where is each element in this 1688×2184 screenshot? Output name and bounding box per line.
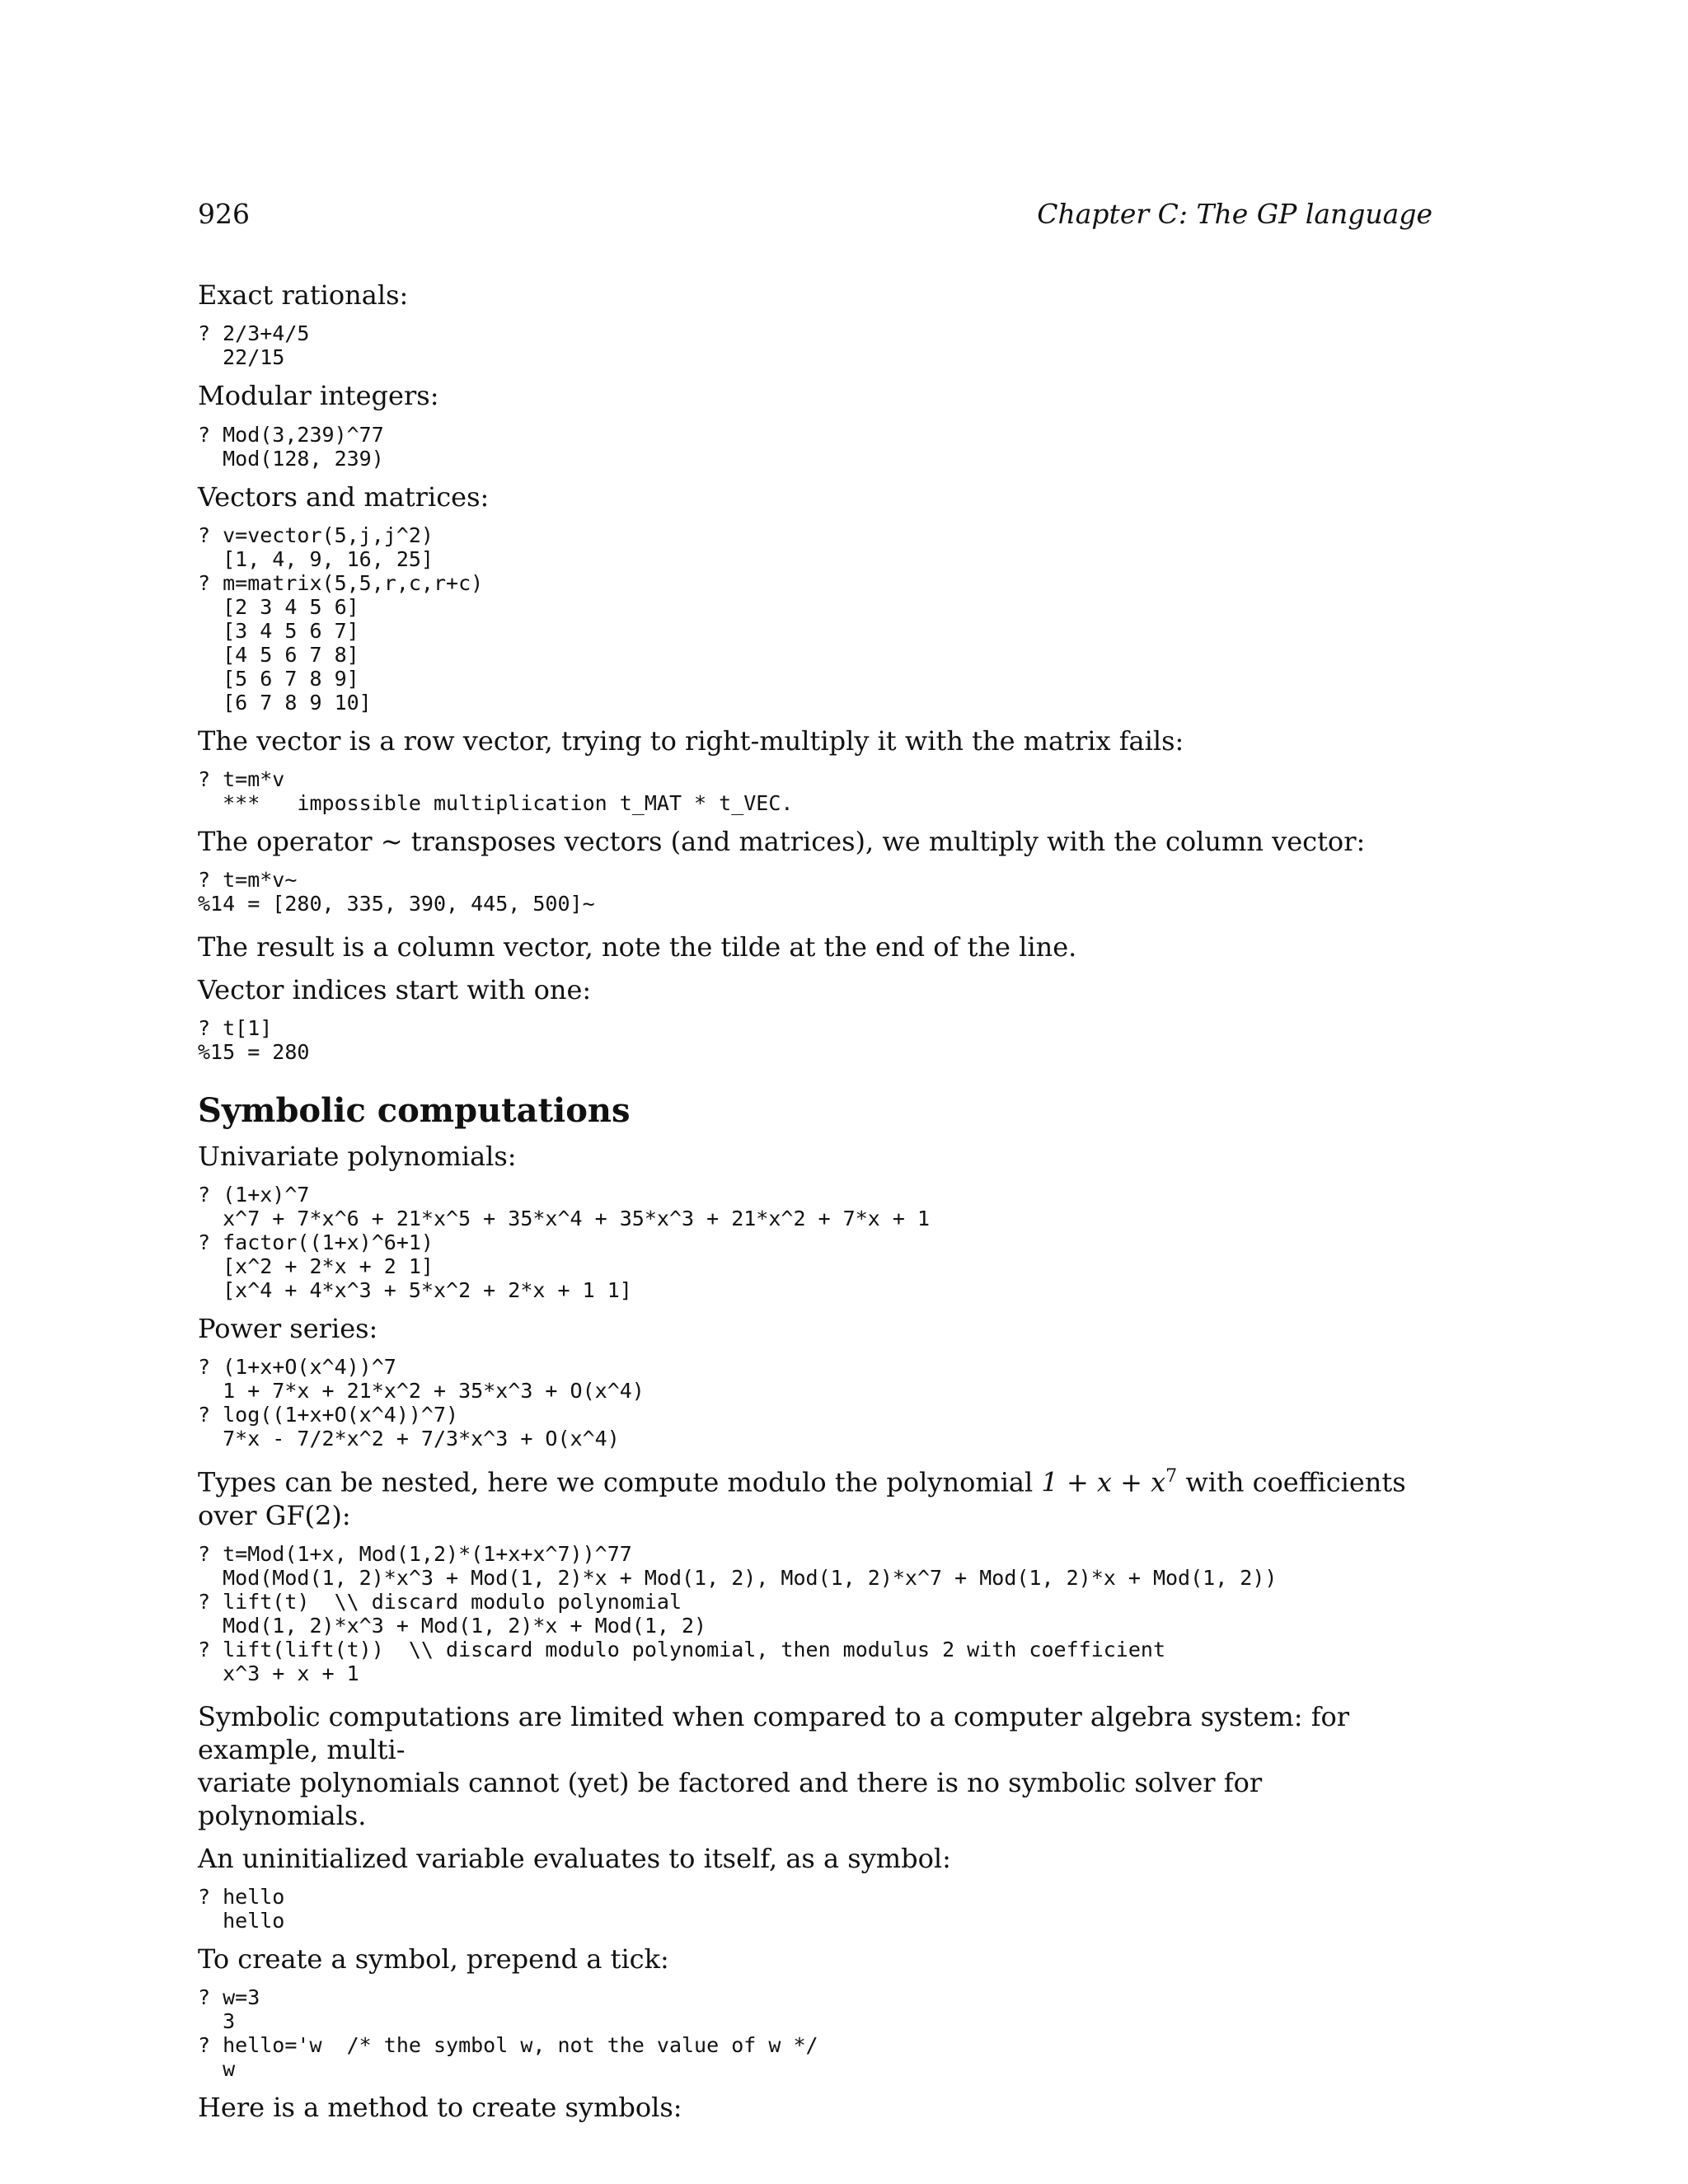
code-block: ? v=vector(5,j,j^2) [1, 4, 9, 16, 25] ? m=matrix(5,5,r,c,r+c) [2 3 4 5 6] [3 4 5 6 7] [4 5 6 7 8] [5 6 7 8 9] [6 7 8 9 10] [198,523,484,715]
paragraph: variate polynomials cannot (yet) be factored and there is no symbolic solver for polynomials. [198,1766,1263,1831]
code-block: ? t=m*v *** impossible multiplication t_MAT * t_VEC. [198,767,794,815]
running-header [198,198,1432,239]
paragraph [198,1460,1432,1532]
code-block: ? t=Mod(1+x, Mod(1,2)*(1+x+x^7))^77 Mod(Mod(1, 2)*x^3 + Mod(1, 2)*x + Mod(1, 2), Mod(1, 2)*x^7 + Mod(1, 2)*x + Mod(1, 2)) ? lift(t) \\ discard modulo polynomial Mod(1, 2)*x^3 + Mod(1, 2)*x + Mod(1, 2) ? lift(lift(t)) \\ discard modulo polynomial, then modulus 2 with coefficient x^3 + x + 1 [198,1541,1278,1685]
paragraph: The operator ~ transposes vectors (and matrices), we multiply with the column vector: [198,826,1366,857]
code-block: ? t=m*v~ %14 = [280, 335, 390, 445, 500]~ [198,868,595,916]
paragraph: Here is a method to create symbols: [198,2091,682,2123]
paragraph: Power series: [198,1313,378,1344]
page-number: 926 [198,198,250,230]
paragraph: Vectors and matrices: [198,481,490,513]
paragraph: Exact rationals: [198,279,409,311]
paragraph: The vector is a row vector, trying to right-multiply it with the matrix fails: [198,725,1184,757]
math-exponent: 7 [1165,1466,1178,1487]
paragraph: Modular integers: [198,380,439,411]
code-block: ? 2/3+4/5 22/15 [198,321,310,369]
paragraph: The result is a column vector, note the tilde at the end of the line. [198,931,1077,963]
paragraph: Symbolic computations are limited when compared to a computer algebra system: for example, multi- [198,1700,1350,1765]
code-block: ? (1+x)^7 x^7 + 7*x^6 + 21*x^5 + 35*x^4 + 35*x^3 + 21*x^2 + 7*x + 1 ? factor((1+x)^6+1) [x^2 + 2*x + 2 1] [x^4 + 4*x^3 + 5*x^2 + 2*x + 1 1] [198,1183,931,1302]
code-block: ? Mod(3,239)^77 Mod(128, 239) [198,423,384,471]
paragraph: An uninitialized variable evaluates to itself, as a symbol: [198,1842,951,1874]
paragraph: To create a symbol, prepend a tick: [198,1943,669,1975]
text: with coefficients over GF(2): [198,1466,1406,1531]
code-block: ? w=3 3 ? hello='w /* the symbol w, not the value of w */ w [198,1985,818,2081]
text: Types can be nested, here we compute modulo the polynomial [198,1466,1042,1498]
paragraph: Vector indices start with one: [198,974,592,1005]
paragraph: Univariate polynomials: [198,1141,517,1172]
section-heading: Symbolic computations [198,1091,631,1130]
code-block: ? t[1] %15 = 280 [198,1016,310,1064]
math-expression: 1 + x + x [1041,1466,1166,1498]
chapter-title: Chapter C: The GP language [1037,198,1432,230]
code-block: ? hello hello [198,1884,285,1933]
document-page [198,198,1432,2124]
code-block: ? (1+x+O(x^4))^7 1 + 7*x + 21*x^2 + 35*x^3 + O(x^4) ? log((1+x+O(x^4))^7) 7*x - 7/2*x^2 + 7/3*x^3 + O(x^4) [198,1355,645,1451]
